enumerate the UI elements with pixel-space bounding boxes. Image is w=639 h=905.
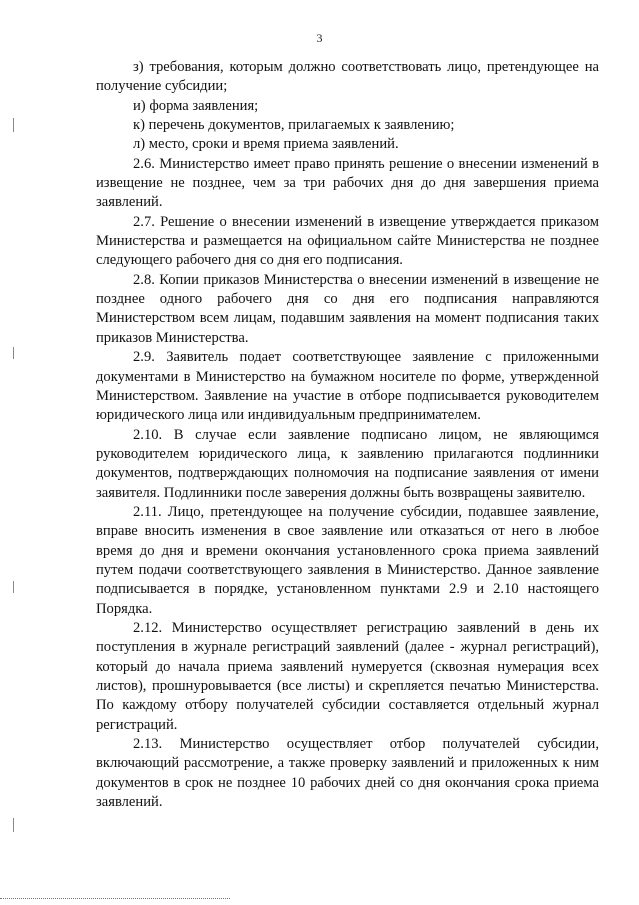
clause-2-9: 2.9. Заявитель подает соответствующее заявление с приложенными документами в Министерство на бумажном носителе по форме, утвержденной Министерством. Заявление на участие в отборе подписывается руководителем юридического лица или индивидуальным предпринимателем. [96, 349, 599, 424]
clause-2-7: 2.7. Решение о внесении изменений в извещение утверждается приказом Министерства и размещается на официальном сайте Министерства не позднее следующего рабочего дня со дня его подписания. [96, 213, 599, 269]
margin-mark [13, 347, 14, 359]
footer-rule [0, 898, 230, 899]
clause-2-10: 2.10. В случае если заявление подписано лицом, не являющимся руководителем юридического лица, к заявлению прилагаются подлинники документов, подтверждающих полномочия на подписание заявления от имени заявителя. Подлинники после заверения должны быть возвращены заявителю. [96, 426, 599, 501]
clause-2-12: 2.12. Министерство осуществляет регистрацию заявлений в день их поступления в журнале регистраций заявлений (далее - журнал регистраций), который до начала приема заявлений нумеруется (сквозная нумерация всех листов), прошнуровывается (все листы) и скрепляется печатью Министерства. По каждому отбору получателей субсидии составляется отдельный журнал регистраций. [96, 619, 599, 733]
list-item-l: л) место, сроки и время приема заявлений. [133, 136, 399, 153]
margin-mark [13, 818, 14, 832]
page-number: 3 [316, 31, 323, 45]
list-item-z: з) требования, которым должно соответствовать лицо, претендующее на получение субсидии; [96, 59, 599, 95]
clause-2-13: 2.13. Министерство осуществляет отбор получателей субсидии, включающий рассмотрение, а также проверку заявлений и приложенных к ним документов в срок не позднее 10 рабочих дней со дня окончания срока приема заявлений. [96, 736, 599, 811]
document-body [96, 58, 599, 812]
clause-2-8: 2.8. Копии приказов Министерства о внесении изменений в извещение не позднее одного рабочего дня со дня его подписания направляются Министерством всем лицам, подавшим заявления на момент подписания таких приказов Министерства. [96, 271, 599, 346]
clause-2-6: 2.6. Министерство имеет право принять решение о внесении изменений в извещение не позднее, чем за три рабочих дня до дня завершения приема заявлений. [96, 155, 599, 211]
list-item-i: и) форма заявления; [133, 97, 259, 114]
margin-mark [13, 118, 14, 132]
list-item-k: к) перечень документов, прилагаемых к заявлению; [133, 117, 455, 134]
margin-mark [13, 581, 14, 593]
clause-2-11: 2.11. Лицо, претендующее на получение субсидии, подавшее заявление, вправе вносить изменения в свое заявление или отказаться от него в любое время до дня и времени окончания установленного срока приема заявлений путем подачи соответствующего заявления в Министерство. Данное заявление подписывается в порядке, установленном пунктами 2.9 и 2.10 настоящего Порядка. [96, 503, 599, 617]
